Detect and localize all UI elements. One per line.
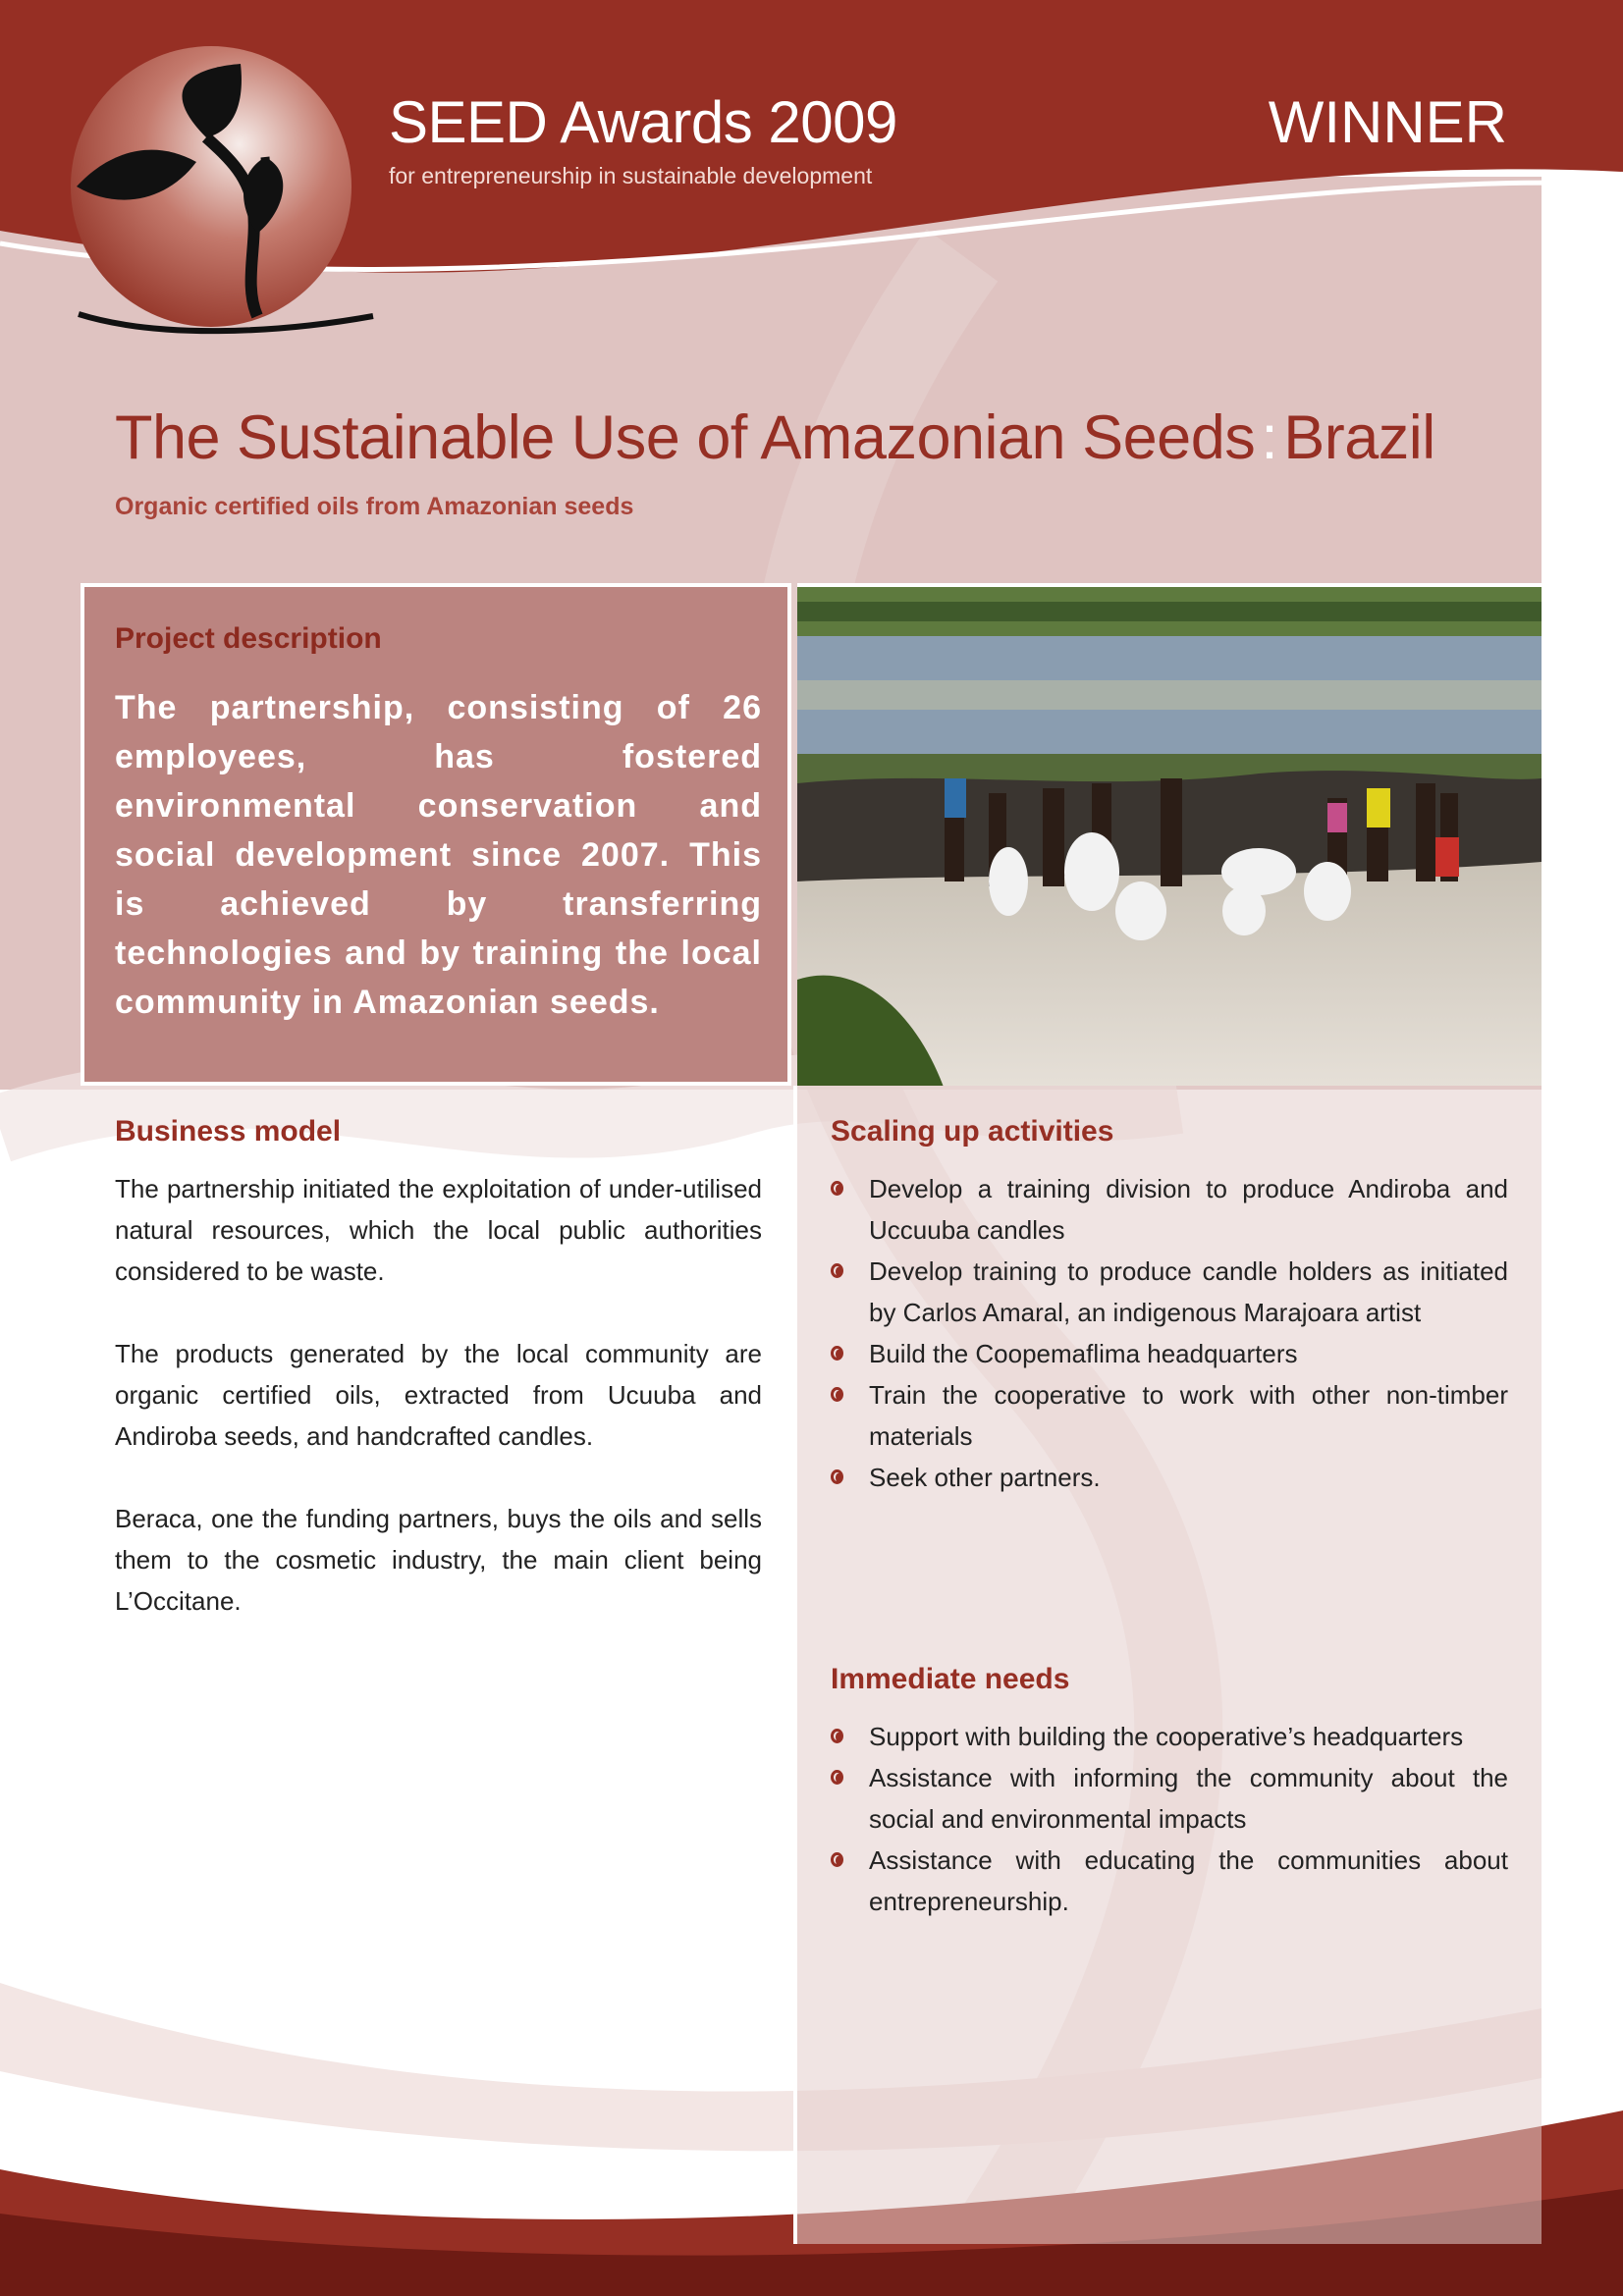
bullet-icon — [831, 1729, 843, 1743]
list-item-text: Develop a training division to produce Andiroba and Uccuuba candles — [869, 1174, 1508, 1245]
awards-title: SEED Awards 2009 — [389, 89, 897, 155]
business-model-paragraph: The products generated by the local community are organic certified oils, extracted from Ucuuba and Andiroba seeds, and handcrafted candles. — [115, 1339, 762, 1451]
list-item-text: Develop training to produce candle holders as initiated by Carlos Amaral, an indigenous Marajoara artist — [869, 1256, 1508, 1327]
list-item-text: Support with building the cooperative’s headquarters — [869, 1722, 1464, 1751]
project-description-heading: Project description — [115, 622, 382, 655]
bullet-icon — [831, 1346, 843, 1361]
column-divider — [793, 1086, 797, 2244]
business-model-heading: Business model — [115, 1115, 342, 1148]
project-title — [115, 402, 1435, 473]
list-item-text: Train the cooperative to work with other non-timber materials — [869, 1380, 1508, 1451]
business-model-section — [115, 1115, 762, 1663]
bullet-icon — [831, 1852, 843, 1867]
project-title-text: The Sustainable Use of Amazonian Seeds — [115, 403, 1256, 472]
list-item — [831, 1374, 1508, 1457]
list-item — [831, 1716, 1508, 1757]
title-separator: : — [1261, 403, 1278, 472]
list-item — [831, 1840, 1508, 1922]
bullet-icon — [831, 1770, 843, 1785]
list-item — [831, 1457, 1508, 1498]
business-model-paragraph: The partnership initiated the exploitation of under-utilised natural resources, which the local public authorities considered to be waste. — [115, 1174, 762, 1286]
project-photo — [797, 583, 1542, 1086]
list-item — [831, 1757, 1508, 1840]
bullet-icon — [831, 1387, 843, 1402]
list-item-text: Assistance with informing the community about the social and environmental impacts — [869, 1763, 1508, 1834]
list-item-text: Seek other partners. — [869, 1463, 1101, 1492]
scaling-up-section — [831, 1115, 1508, 1498]
winner-badge: WINNER — [1268, 89, 1507, 155]
bullet-icon — [831, 1263, 843, 1278]
bullet-icon — [831, 1181, 843, 1196]
list-item-text: Build the Coopemaflima headquarters — [869, 1339, 1298, 1368]
list-item — [831, 1333, 1508, 1374]
list-item-text: Assistance with educating the communities about entrepreneurship. — [869, 1845, 1508, 1916]
scaling-up-heading: Scaling up activities — [831, 1115, 1114, 1148]
immediate-needs-heading: Immediate needs — [831, 1663, 1070, 1695]
beach-workers-photo — [797, 587, 1542, 1086]
business-model-paragraph: Beraca, one the funding partners, buys the oils and sells them to the cosmetic industry, the main client being L’Occitane. — [115, 1504, 762, 1616]
project-description-text: The partnership, consisting of 26 employees, has fostered environmental conservation and social development since 2007. This is achieved by transferring technologies and by training the local community in Amazonian seeds. — [115, 689, 762, 1021]
project-subtitle: Organic certified oils from Amazonian seeds — [115, 493, 634, 520]
project-country: Brazil — [1283, 403, 1435, 472]
immediate-needs-section — [831, 1663, 1508, 1922]
list-item — [831, 1251, 1508, 1333]
awards-subtitle: for entrepreneurship in sustainable development — [389, 163, 873, 188]
list-item — [831, 1168, 1508, 1251]
bullet-icon — [831, 1469, 843, 1484]
